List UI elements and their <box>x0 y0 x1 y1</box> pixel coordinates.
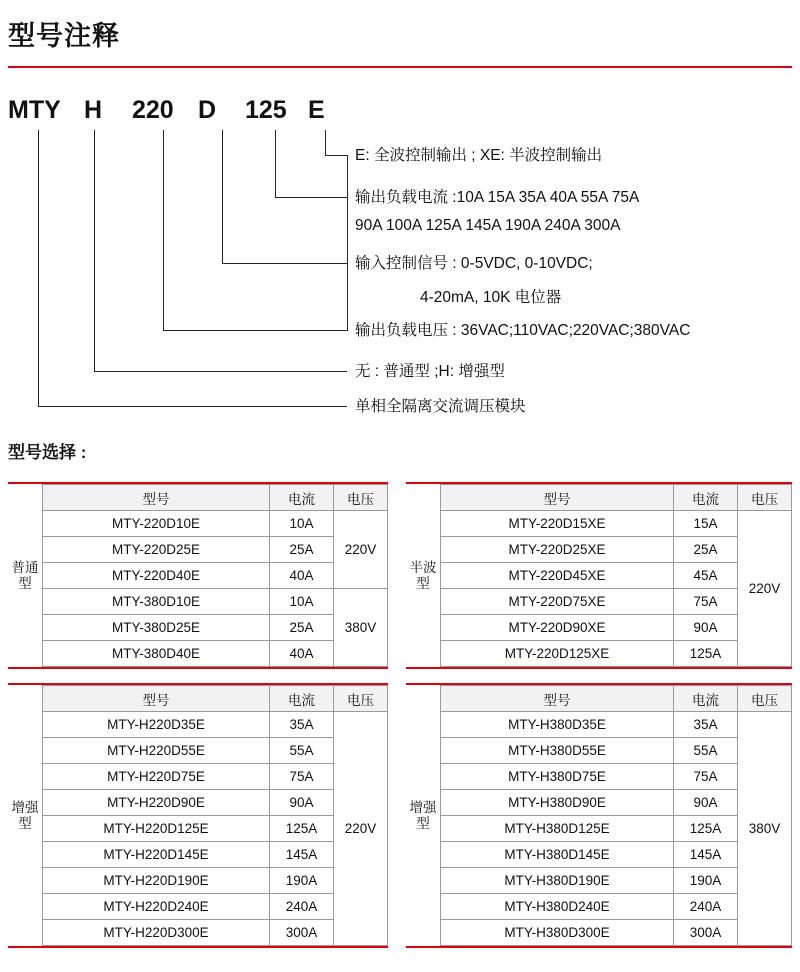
cell-model: MTY-H220D90E <box>43 790 270 816</box>
cell-current: 300A <box>674 920 738 946</box>
header-voltage: 电压 <box>334 686 388 712</box>
leader-stem-voltage <box>163 130 164 331</box>
annotation-output-mode: E: 全波控制输出 ; XE: 半波控制输出 <box>355 147 603 164</box>
table-block-half-wave-type <box>406 482 792 669</box>
annotation-product-desc: 单相全隔离交流调压模块 <box>355 398 526 415</box>
cell-current: 145A <box>270 842 334 868</box>
cell-model: MTY-H380D75E <box>441 764 674 790</box>
leader-stem-type <box>94 130 95 372</box>
cell-current: 90A <box>674 615 738 641</box>
cell-current: 75A <box>674 764 738 790</box>
table-row <box>43 511 388 537</box>
table-row <box>43 712 388 738</box>
cell-model: MTY-220D90XE <box>441 615 674 641</box>
model-table <box>42 685 388 946</box>
annotation-load-voltage: 输出负载电压 : 36VAC;110VAC;220VAC;380VAC <box>355 322 691 339</box>
cell-model: MTY-220D75XE <box>441 589 674 615</box>
table-bottom-rule <box>406 667 792 669</box>
cell-current: 75A <box>674 589 738 615</box>
code-segment-d: D <box>198 96 217 124</box>
cell-model: MTY-H380D240E <box>441 894 674 920</box>
annotation-load-current-line2: 90A 100A 125A 145A 190A 240A 300A <box>355 217 621 234</box>
table-row <box>43 589 388 615</box>
cell-model: MTY-220D15XE <box>441 511 674 537</box>
cell-model: MTY-380D40E <box>43 641 270 667</box>
cell-current: 90A <box>270 790 334 816</box>
header-current: 电流 <box>674 485 738 511</box>
leader-arm-current <box>275 197 347 198</box>
table-bottom-rule <box>8 946 388 948</box>
cell-current: 10A <box>270 511 334 537</box>
table-bottom-rule <box>8 667 388 669</box>
model-table <box>42 484 388 667</box>
cell-current: 125A <box>270 816 334 842</box>
cell-current: 240A <box>270 894 334 920</box>
cell-voltage: 220V <box>334 712 388 946</box>
cell-current: 75A <box>270 764 334 790</box>
cell-model: MTY-H220D35E <box>43 712 270 738</box>
cell-current: 190A <box>674 868 738 894</box>
cell-current: 125A <box>674 816 738 842</box>
leader-arm-type <box>94 371 347 372</box>
cell-voltage: 380V <box>738 712 792 946</box>
cell-model: MTY-220D40E <box>43 563 270 589</box>
header-model: 型号 <box>441 485 674 511</box>
cell-current: 25A <box>270 537 334 563</box>
cell-model: MTY-220D25XE <box>441 537 674 563</box>
leader-stem-e <box>325 130 326 156</box>
cell-current: 40A <box>270 563 334 589</box>
code-segment-e: E <box>308 96 325 124</box>
selection-heading: 型号选择 : <box>8 443 87 462</box>
cell-current: 10A <box>270 589 334 615</box>
cell-model: MTY-H220D125E <box>43 816 270 842</box>
page-title: 型号注释 <box>8 21 120 51</box>
cell-model: MTY-220D25E <box>43 537 270 563</box>
cell-model: MTY-H220D190E <box>43 868 270 894</box>
cell-voltage: 220V <box>738 511 792 667</box>
annotation-series-type: 无 : 普通型 ;H: 增强型 <box>355 363 505 380</box>
leader-spine <box>347 155 348 331</box>
cell-model: MTY-H380D145E <box>441 842 674 868</box>
cell-voltage: 380V <box>334 589 388 667</box>
annotation-load-current-line1: 输出负载电流 :10A 15A 35A 40A 55A 75A <box>355 189 640 206</box>
model-table <box>440 685 792 946</box>
header-voltage: 电压 <box>738 686 792 712</box>
code-segment-125: 125 <box>245 96 287 124</box>
cell-model: MTY-H220D300E <box>43 920 270 946</box>
cell-current: 300A <box>270 920 334 946</box>
table-block-enhanced-380 <box>406 683 792 948</box>
cell-current: 55A <box>674 738 738 764</box>
table-side-label: 增强型 <box>409 799 437 831</box>
cell-current: 145A <box>674 842 738 868</box>
header-voltage: 电压 <box>738 485 792 511</box>
cell-current: 25A <box>270 615 334 641</box>
cell-current: 55A <box>270 738 334 764</box>
title-divider <box>8 66 792 68</box>
leader-stem-signal <box>222 130 223 264</box>
table-bottom-rule <box>406 946 792 948</box>
cell-model: MTY-220D10E <box>43 511 270 537</box>
leader-arm-signal <box>222 263 347 264</box>
table-block-normal-type <box>8 482 388 669</box>
cell-model: MTY-H220D75E <box>43 764 270 790</box>
cell-current: 35A <box>674 712 738 738</box>
header-model: 型号 <box>441 686 674 712</box>
leader-arm-voltage <box>163 330 347 331</box>
leader-arm-e <box>325 155 347 156</box>
code-segment-mty: MTY <box>8 96 61 124</box>
header-model: 型号 <box>43 686 270 712</box>
cell-current: 40A <box>270 641 334 667</box>
cell-model: MTY-H380D55E <box>441 738 674 764</box>
cell-current: 35A <box>270 712 334 738</box>
cell-current: 190A <box>270 868 334 894</box>
cell-model: MTY-380D10E <box>43 589 270 615</box>
model-table <box>440 484 792 667</box>
cell-model: MTY-H220D145E <box>43 842 270 868</box>
cell-current: 240A <box>674 894 738 920</box>
table-side-label: 增强型 <box>11 799 39 831</box>
table-side-label: 普通型 <box>11 559 39 591</box>
cell-model: MTY-380D25E <box>43 615 270 641</box>
leader-arm-product <box>38 406 347 407</box>
table-row <box>441 511 792 537</box>
cell-current: 90A <box>674 790 738 816</box>
header-voltage: 电压 <box>334 485 388 511</box>
leader-stem-product <box>38 130 39 407</box>
code-segment-h: H <box>84 96 103 124</box>
table-row <box>441 712 792 738</box>
header-current: 电流 <box>270 485 334 511</box>
code-segment-220: 220 <box>132 96 174 124</box>
cell-model: MTY-H380D190E <box>441 868 674 894</box>
cell-model: MTY-H380D35E <box>441 712 674 738</box>
cell-voltage: 220V <box>334 511 388 589</box>
cell-model: MTY-H380D90E <box>441 790 674 816</box>
annotation-control-signal-line2: 4-20mA, 10K 电位器 <box>420 289 562 306</box>
header-current: 电流 <box>674 686 738 712</box>
cell-current: 45A <box>674 563 738 589</box>
cell-model: MTY-H220D55E <box>43 738 270 764</box>
header-model: 型号 <box>43 485 270 511</box>
cell-model: MTY-H220D240E <box>43 894 270 920</box>
cell-model: MTY-H380D125E <box>441 816 674 842</box>
cell-current: 25A <box>674 537 738 563</box>
cell-current: 15A <box>674 511 738 537</box>
cell-model: MTY-H380D300E <box>441 920 674 946</box>
cell-current: 125A <box>674 641 738 667</box>
header-current: 电流 <box>270 686 334 712</box>
table-side-label: 半波型 <box>409 559 437 591</box>
model-code-row <box>8 96 792 130</box>
cell-model: MTY-220D45XE <box>441 563 674 589</box>
annotation-control-signal-line1: 输入控制信号 : 0-5VDC, 0-10VDC; <box>355 255 593 272</box>
leader-stem-current <box>275 130 276 198</box>
table-block-enhanced-220 <box>8 683 388 948</box>
cell-model: MTY-220D125XE <box>441 641 674 667</box>
